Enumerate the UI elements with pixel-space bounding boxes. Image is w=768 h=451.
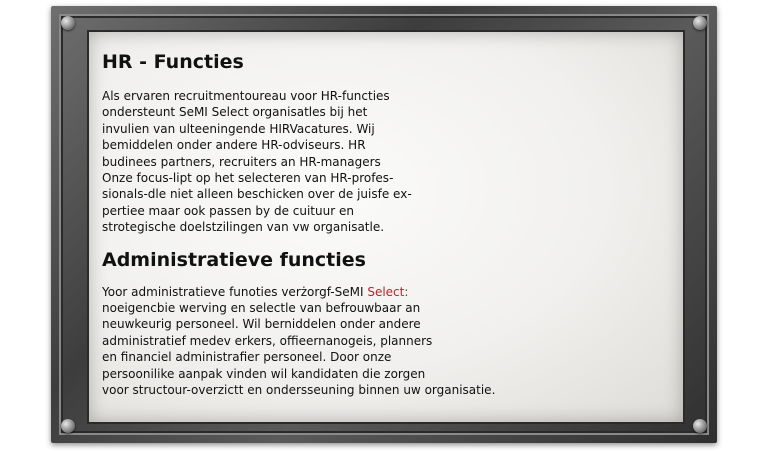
administratieve-functies-heading: Administratieve functies: [102, 248, 366, 271]
paragraph-line: invulien van ulteeningende HIRVacatures. Wij: [102, 121, 375, 136]
paragraph-line: pertiee maar ook passen by de cuituur en: [102, 203, 354, 218]
administratieve-functies-paragraph: [102, 284, 662, 399]
paragraph-line: bemiddelen onder andere HR-odviseurs. HR: [102, 138, 366, 153]
paragraph-line: budinees partners, recruiters an HR-managers: [102, 154, 381, 169]
paragraph-line: [102, 284, 662, 300]
paragraph-line: Onze focus-lipt op het selecteren van HR-profes-: [102, 171, 394, 186]
paragraph-line: en financiel administrafier personeel. Door onze: [102, 350, 392, 365]
paragraph-line: Als ervaren recruitmentoureau voor HR-functies: [102, 89, 390, 103]
content-body: [102, 50, 662, 399]
paragraph-line: strotegische doelstzilingen van vw organisatle.: [102, 220, 385, 235]
bolt-icon: [693, 16, 707, 30]
bolt-icon: [693, 419, 707, 433]
select-highlight: Select:: [367, 284, 409, 299]
paragraph-line: voor structour-overzictt en ondersseuning binnen uw organisatie.: [102, 383, 496, 398]
paragraph-line: noeigencbie werving en selectle van befrouwbaar an: [102, 301, 421, 316]
bolt-icon: [61, 419, 75, 433]
bolt-icon: [61, 16, 75, 30]
hr-functies-heading: HR - Functies: [102, 51, 244, 73]
paragraph-line: ondersteunt SeMI Select organisatles bij het: [102, 105, 368, 120]
paragraph-line: persoonilike aanpak vinden wil kandidaten die zorgen: [102, 366, 426, 381]
paragraph-line: sionals-dle niet alleen beschicken over de juisfe ex-: [102, 187, 412, 202]
metal-frame: [51, 6, 717, 443]
hr-functies-paragraph: [102, 88, 662, 236]
paragraph-line: neuwkeurig personeel. Wil berniddelen onder andere: [102, 317, 421, 332]
paragraph-line-text: Yoor administratieve funoties verżorgf-SeMI: [102, 284, 368, 299]
content-panel: [87, 30, 685, 424]
paragraph-line: administratief medev erkers, offieernanogeis, planners: [102, 333, 433, 348]
